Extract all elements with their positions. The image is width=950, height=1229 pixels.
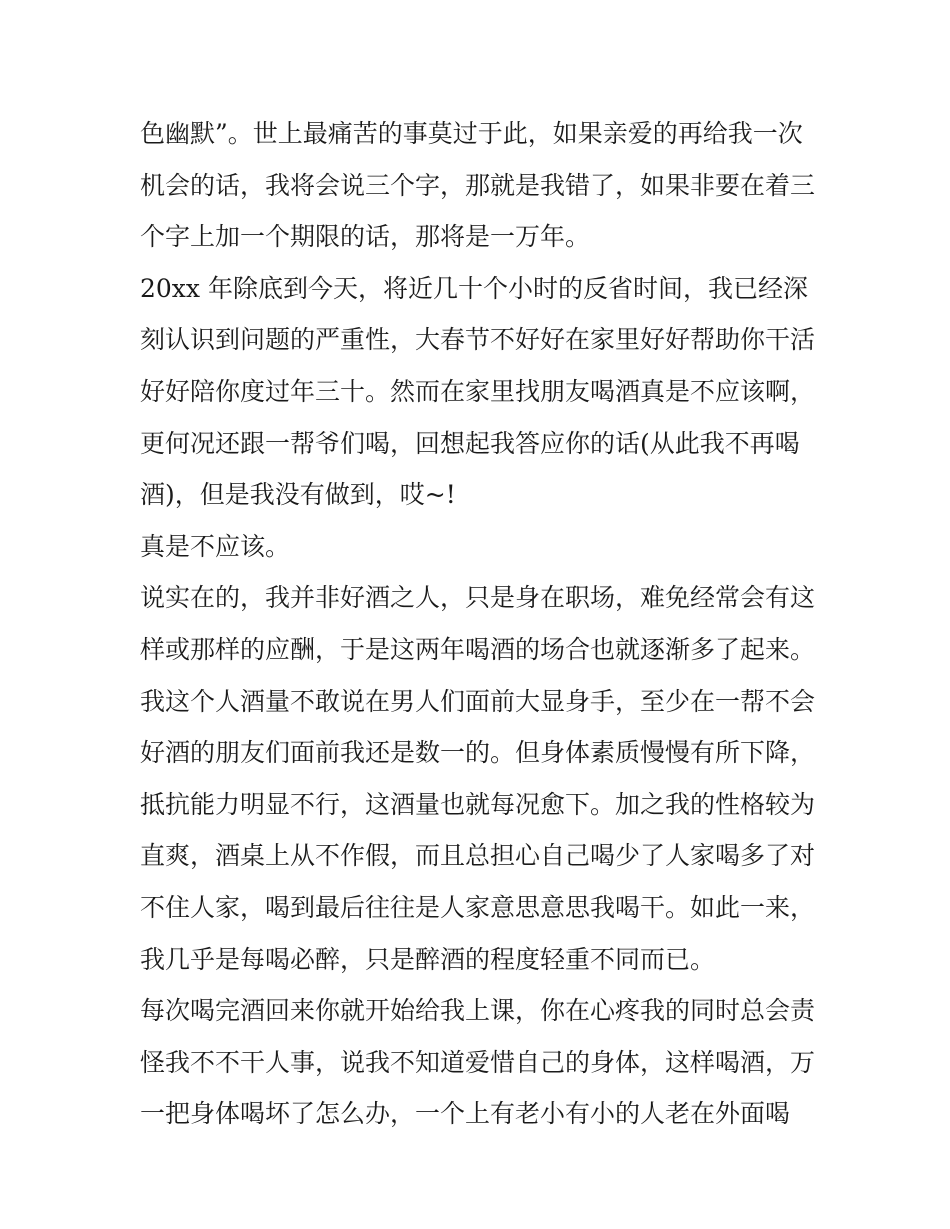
text-line: 不住人家，喝到最后往往是人家意思意思我喝干。如此一来， <box>140 892 816 922</box>
document-body <box>140 108 820 1140</box>
text-line: 样或那样的应酬，于是这两年喝酒的场合也就逐渐多了起来。 <box>140 634 816 664</box>
text-line: 机会的话，我将会说三个字，那就是我错了，如果非要在着三 <box>140 170 816 200</box>
text-line: 好好陪你度过年三十。然而在家里找朋友喝酒真是不应该啊， <box>140 376 816 406</box>
text-line: 个字上加一个期限的话，那将是一万年。 <box>140 222 591 252</box>
text-line: 我这个人酒量不敢说在男人们面前大显身手，至少在一帮不会 <box>140 686 816 716</box>
text-line: 好酒的朋友们面前我还是数一的。但身体素质慢慢有所下降， <box>140 738 816 768</box>
text-line: 我几乎是每喝必醉，只是醉酒的程度轻重不同而已。 <box>140 944 716 974</box>
text-line: 一把身体喝坏了怎么办，一个上有老小有小的人老在外面喝 <box>140 1099 791 1129</box>
text-line: 色幽默”。世上最痛苦的事莫过于此，如果亲爱的再给我一次 <box>140 119 803 148</box>
text-line: 说实在的，我并非好酒之人，只是身在职场，难免经常会有这 <box>140 583 816 613</box>
text-line: 抵抗能力明显不行，这酒量也就每况愈下。加之我的性格较为 <box>140 789 816 819</box>
text-line: 直爽，酒桌上从不作假，而且总担心自己喝少了人家喝多了对 <box>140 841 816 871</box>
text-line: 酒)，但是我没有做到，哎~! <box>140 480 456 510</box>
text-line: 每次喝完酒回来你就开始给我上课，你在心疼我的同时总会责 <box>140 996 816 1026</box>
text-line: 怪我不不干人事，说我不知道爱惜自己的身体，这样喝酒，万 <box>140 1047 816 1077</box>
text-line: 刻认识到问题的严重性，大春节不好好在家里好好帮助你干活 <box>140 325 816 355</box>
text-line: 20xx 年除底到今天，将近几十个小时的反省时间，我已经深 <box>140 273 808 303</box>
text-line: 更何况还跟一帮爷们喝，回想起我答应你的话(从此我不再喝 <box>140 428 800 458</box>
text-line: 真是不应该。 <box>140 531 291 561</box>
